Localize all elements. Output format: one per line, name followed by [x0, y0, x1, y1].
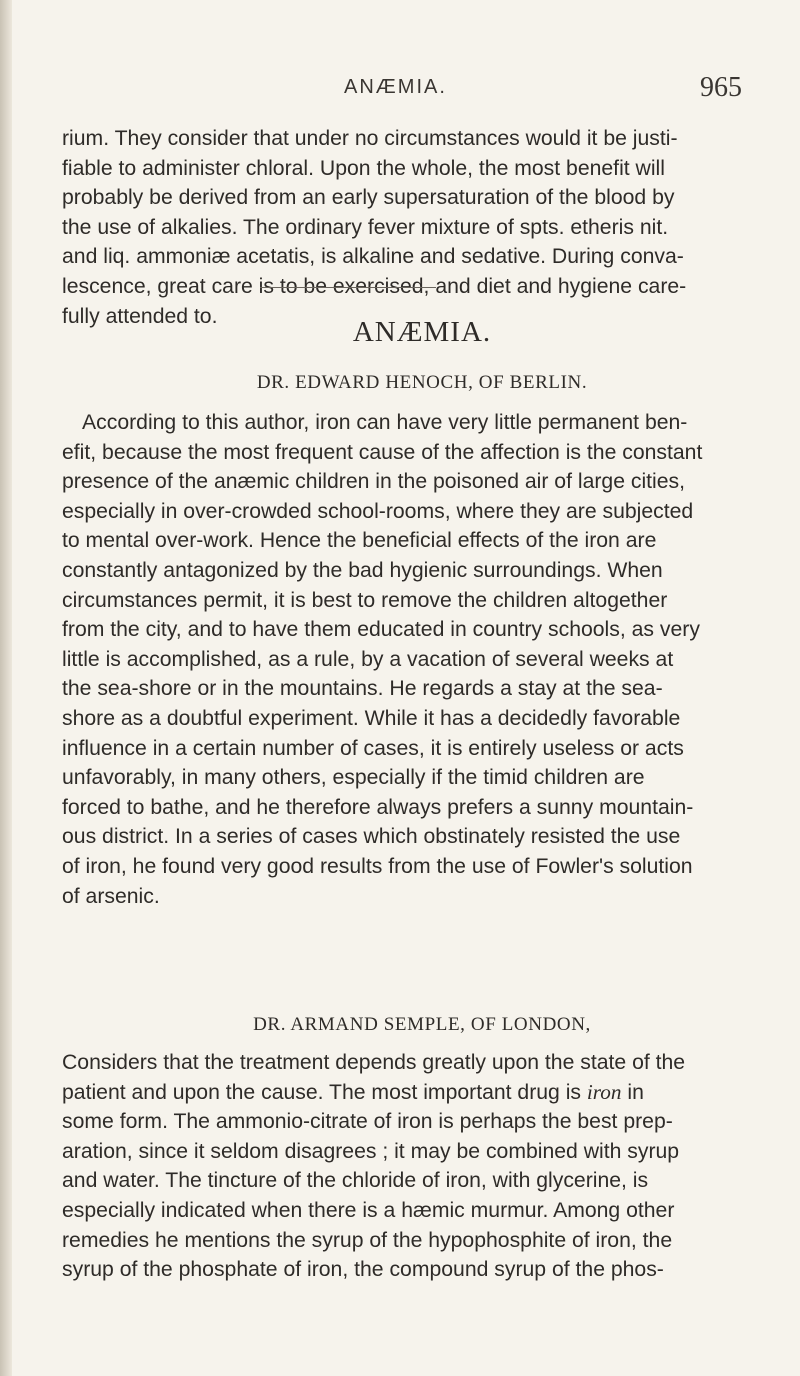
section-divider: [260, 287, 436, 288]
text-line: the use of alkalies. The ordinary fever mixture of spts. etheris nit.: [62, 215, 669, 239]
text-line: Considers that the treatment depends greatly upon the state of the: [62, 1051, 686, 1074]
text-line: circumstances permit, it is best to remove the children altogether: [62, 588, 668, 612]
author-semple: DR. ARMAND SEMPLE, OF LONDON,: [253, 1014, 591, 1035]
author-henoch: DR. EDWARD HENOCH, OF BERLIN.: [256, 372, 588, 393]
text-line: constantly antagonized by the bad hygienic surroundings. When: [62, 558, 663, 582]
text-line: shore as a doubtful experiment. While it has a decidedly favorable: [62, 706, 681, 730]
running-head-title: ANÆMIA.: [344, 76, 447, 98]
text-line: probably be derived from an early supersaturation of the blood by: [62, 186, 675, 210]
text-line: of iron, he found very good results from the use of Fowler's solution: [62, 854, 693, 878]
page-number: 965: [700, 72, 742, 103]
running-head: [62, 72, 782, 116]
page-binding-edge: [0, 0, 12, 1376]
henoch-paragraph: [62, 408, 786, 911]
text-line: fiable to administer chloral. Upon the whole, the most benefit will: [62, 156, 665, 180]
text-line: of arsenic.: [62, 884, 160, 908]
text-line: fully attended to.: [62, 304, 218, 328]
italic-term-iron: iron: [586, 1079, 622, 1104]
text-line: syrup of the phosphate of iron, the compound syrup of the phos-: [62, 1258, 664, 1282]
text-line: and liq. ammoniæ acetatis, is alkaline and sedative. During conva-: [62, 245, 684, 269]
text-line: remedies he mentions the syrup of the hypophosphite of iron, the: [62, 1228, 673, 1252]
text-line: the sea-shore or in the mountains. He regards a stay at the sea-: [62, 677, 663, 701]
text-line: [62, 1078, 786, 1108]
text-line: efit, because the most frequent cause of the affection is the constant: [62, 440, 703, 464]
text-line: little is accomplished, as a rule, by a vacation of several weeks at: [62, 647, 674, 671]
text-line: lescence, great care is to be exercised, and diet and hygiene care-: [62, 274, 687, 298]
text-line: and water. The tincture of the chloride of iron, with glycerine, is: [62, 1169, 649, 1193]
text-line: aration, since it seldom disagrees ; it may be combined with syrup: [62, 1139, 680, 1163]
text-fragment: patient and upon the cause. The most important drug is: [62, 1080, 587, 1104]
text-line: from the city, and to have them educated in country schools, as very: [62, 618, 700, 642]
text-line: ous district. In a series of cases which obstinately resisted the use: [62, 825, 681, 849]
text-line: presence of the anæmic children in the poisoned air of large cities,: [62, 470, 686, 494]
text-line: influence in a certain number of cases, it is entirely useless or acts: [62, 736, 684, 760]
text-line: to mental over-work. Hence the beneficial effects of the iron are: [62, 529, 657, 553]
text-line: rium. They consider that under no circumstances would it be justi-: [62, 127, 678, 150]
semple-paragraph: [62, 1048, 786, 1285]
text-line: especially in over-crowded school-rooms, where they are subjected: [62, 499, 694, 523]
text-line: forced to bathe, and he therefore always prefers a sunny mountain-: [62, 795, 694, 819]
text-fragment: in: [621, 1080, 644, 1104]
text-line: unfavorably, in many others, especially if the timid children are: [62, 766, 645, 790]
text-line: some form. The ammonio-citrate of iron is perhaps the best prep-: [62, 1110, 673, 1134]
continuation-paragraph: [62, 124, 786, 331]
text-line: According to this author, iron can have very little permanent ben-: [82, 411, 688, 434]
text-line: especially indicated when there is a hæmic murmur. Among other: [62, 1198, 675, 1222]
section-heading: ANÆMIA.: [352, 316, 492, 348]
